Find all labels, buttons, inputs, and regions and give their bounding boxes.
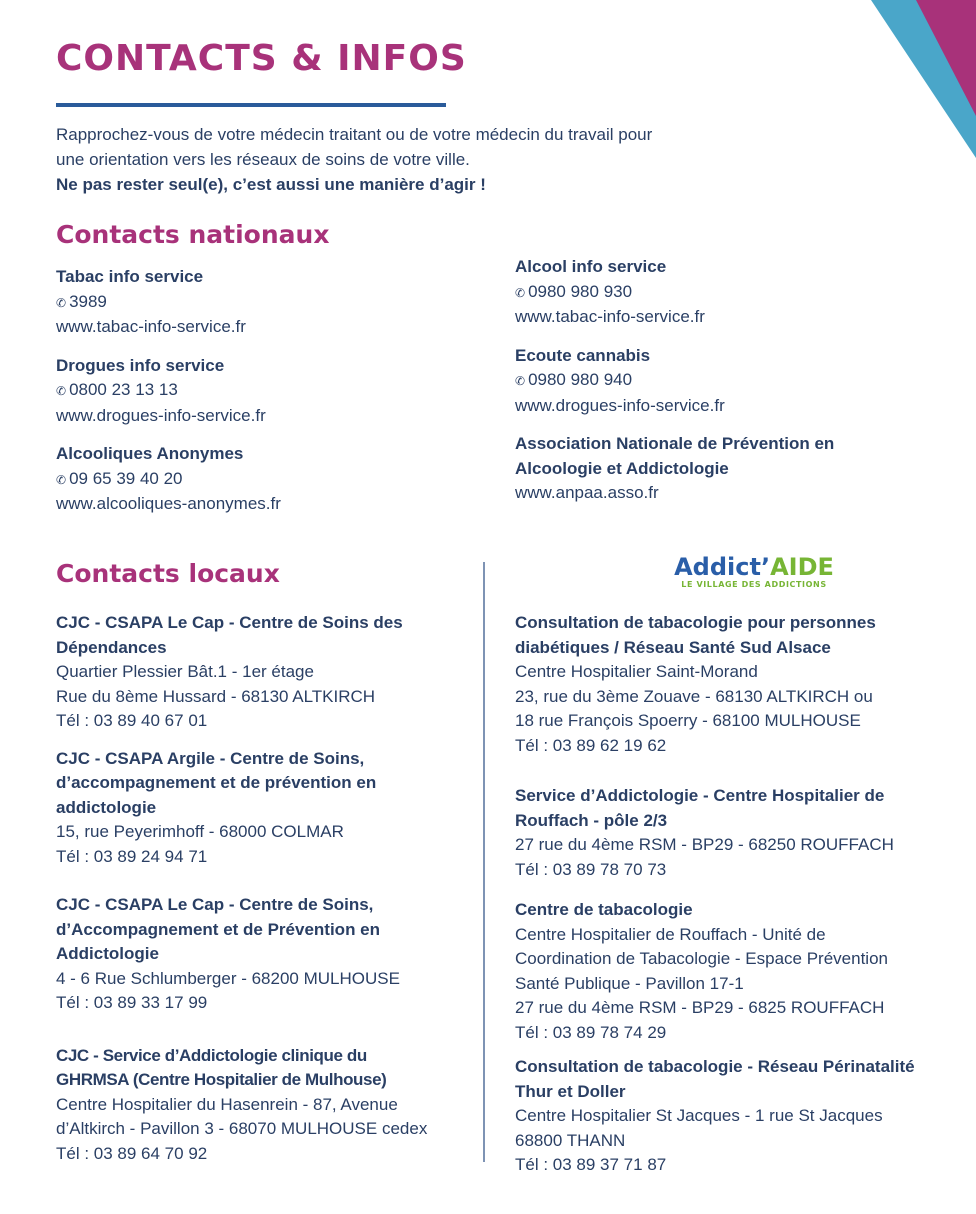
contact-ecoute-cannabis <box>515 344 955 419</box>
local-contact <box>515 784 965 882</box>
contact-address: d’Altkirch - Pavillon 3 - 68070 MULHOUSE cedex <box>56 1119 428 1138</box>
local-contact <box>56 611 476 734</box>
contact-address: Santé Publique - Pavillon 17-1 <box>515 973 744 993</box>
contact-anpaa <box>515 432 955 506</box>
intro-text <box>56 122 776 197</box>
phone-number: 0980 980 930 <box>528 281 633 301</box>
contact-name: Addictologie <box>56 944 159 963</box>
contact-drogues-info <box>56 354 476 429</box>
contact-address: Centre Hospitalier Saint-Morand <box>515 662 758 681</box>
contact-name: Tabac info service <box>56 267 204 286</box>
page-title: CONTACTS & INFOS <box>56 38 467 79</box>
contact-website[interactable]: www.alcooliques-anonymes.fr <box>56 494 281 513</box>
contact-name: CJC - CSAPA Argile - Centre de Soins, <box>56 748 365 768</box>
contact-website[interactable]: www.anpaa.asso.fr <box>515 483 659 502</box>
contact-website[interactable]: www.tabac-info-service.fr <box>56 317 246 336</box>
intro-line: une orientation vers les réseaux de soins de votre ville. <box>56 150 470 169</box>
contact-address: Centre Hospitalier de Rouffach - Unité de <box>515 924 826 944</box>
title-underline <box>56 103 446 107</box>
phone-icon: ✆ <box>515 285 526 300</box>
logo-wordmark <box>668 554 840 580</box>
contact-address: Centre Hospitalier du Hasenrein - 87, Avenue <box>56 1094 398 1114</box>
contact-name: d’accompagnement et de prévention en <box>56 773 377 792</box>
contact-phone: Tél : 03 89 64 70 92 <box>56 1143 208 1163</box>
contact-name: Alcool info service <box>515 257 667 276</box>
contact-name: addictologie <box>56 797 157 817</box>
contact-name: Centre de tabacologie <box>515 900 693 919</box>
contact-website[interactable]: www.drogues-info-service.fr <box>56 405 266 425</box>
intro-emphasis: Ne pas rester seul(e), c’est aussi une manière d’agir ! <box>56 175 486 194</box>
contact-name: GHRMSA (Centre Hospitalier de Mulhouse) <box>56 1070 387 1089</box>
addict-aide-logo <box>668 554 840 594</box>
contact-name: Rouffach - pôle 2/3 <box>515 810 668 830</box>
logo-tagline: LE VILLAGE DES ADDICTIONS <box>681 580 827 589</box>
contact-name: Consultation de tabacologie pour personnes <box>515 613 876 632</box>
contact-name: Alcooliques Anonymes <box>56 444 244 463</box>
phone-icon: ✆ <box>56 295 67 310</box>
contact-phone <box>515 368 955 394</box>
national-heading: Contacts nationaux <box>56 220 330 249</box>
contact-phone: Tél : 03 89 40 67 01 <box>56 711 208 730</box>
contact-name: Alcoologie et Addictologie <box>515 458 729 478</box>
contact-name: d’Accompagnement et de Prévention en <box>56 919 381 939</box>
contact-name: CJC - CSAPA Le Cap - Centre de Soins, <box>56 895 374 914</box>
phone-number: 0980 980 940 <box>528 370 633 389</box>
contact-alcooliques-anonymes <box>56 442 476 517</box>
local-contact <box>515 611 965 758</box>
contact-address: 4 - 6 Rue Schlumberger - 68200 MULHOUSE <box>56 968 400 988</box>
national-left-column <box>56 265 476 517</box>
contact-phone: Tél : 03 89 78 70 73 <box>515 859 667 879</box>
contact-address: Coordination de Tabacologie - Espace Prévention <box>515 949 888 968</box>
contact-address: 68800 THANN <box>515 1130 626 1150</box>
contact-phone: Tél : 03 89 62 19 62 <box>515 735 667 755</box>
contact-tabac-info <box>56 265 476 340</box>
contact-phone <box>56 378 476 404</box>
local-heading: Contacts locaux <box>56 559 280 588</box>
contact-address: 23, rue du 3ème Zouave - 68130 ALTKIRCH ou <box>515 686 873 706</box>
phone-icon: ✆ <box>56 472 67 487</box>
contact-website[interactable]: www.tabac-info-service.fr <box>515 307 705 326</box>
local-contact <box>515 1055 965 1178</box>
logo-part: AIDE <box>770 553 834 581</box>
intro-line: Rapprochez-vous de votre médecin traitant ou de votre médecin du travail pour <box>56 125 653 144</box>
contact-phone: Tél : 03 89 33 17 99 <box>56 993 208 1012</box>
local-left-column <box>56 611 476 1166</box>
local-contact <box>56 1044 476 1167</box>
contact-phone: Tél : 03 89 24 94 71 <box>56 846 208 866</box>
contact-phone <box>515 280 955 306</box>
contact-name: Association Nationale de Prévention en <box>515 434 835 453</box>
contact-name: Ecoute cannabis <box>515 345 651 365</box>
local-contact <box>515 898 965 1045</box>
contact-name: Service d’Addictologie - Centre Hospitalier de <box>515 786 885 805</box>
phone-number: 09 65 39 40 20 <box>69 468 183 488</box>
local-contact <box>56 747 476 870</box>
phone-number: 0800 23 13 13 <box>69 380 178 399</box>
contact-phone <box>56 467 476 493</box>
national-right-column <box>515 255 955 506</box>
contact-name: CJC - Service d’Addictologie clinique du <box>56 1045 367 1065</box>
local-right-column <box>515 611 965 1178</box>
contact-alcool-info <box>515 255 955 330</box>
contact-address: 18 rue François Spoerry - 68100 MULHOUSE <box>515 711 861 730</box>
logo-part: Addict’ <box>674 553 771 581</box>
column-divider <box>483 562 485 1162</box>
phone-icon: ✆ <box>515 374 526 388</box>
contact-phone <box>56 290 476 316</box>
contact-address: 15, rue Peyerimhoff - 68000 COLMAR <box>56 822 344 841</box>
contact-address: 27 rue du 4ème RSM - BP29 - 68250 ROUFFACH <box>515 835 894 854</box>
contact-name: diabétiques / Réseau Santé Sud Alsace <box>515 637 831 657</box>
contact-phone: Tél : 03 89 37 71 87 <box>515 1155 667 1174</box>
contact-name: Thur et Doller <box>515 1081 626 1101</box>
contact-name: Drogues info service <box>56 355 225 375</box>
local-contact <box>56 893 476 1016</box>
contact-name: CJC - CSAPA Le Cap - Centre de Soins des <box>56 613 403 632</box>
contact-address: Quartier Plessier Bât.1 - 1er étage <box>56 662 314 681</box>
contact-address: Rue du 8ème Hussard - 68130 ALTKIRCH <box>56 686 376 706</box>
phone-number: 3989 <box>69 291 107 311</box>
contact-website[interactable]: www.drogues-info-service.fr <box>515 395 725 415</box>
contact-address: Centre Hospitalier St Jacques - 1 rue St Jacques <box>515 1106 883 1125</box>
phone-icon: ✆ <box>56 384 67 398</box>
contact-name: Consultation de tabacologie - Réseau Périnatalité <box>515 1057 915 1076</box>
contact-address: 27 rue du 4ème RSM - BP29 - 6825 ROUFFACH <box>515 998 885 1017</box>
contact-name: Dépendances <box>56 637 167 657</box>
contact-phone: Tél : 03 89 78 74 29 <box>515 1022 667 1042</box>
